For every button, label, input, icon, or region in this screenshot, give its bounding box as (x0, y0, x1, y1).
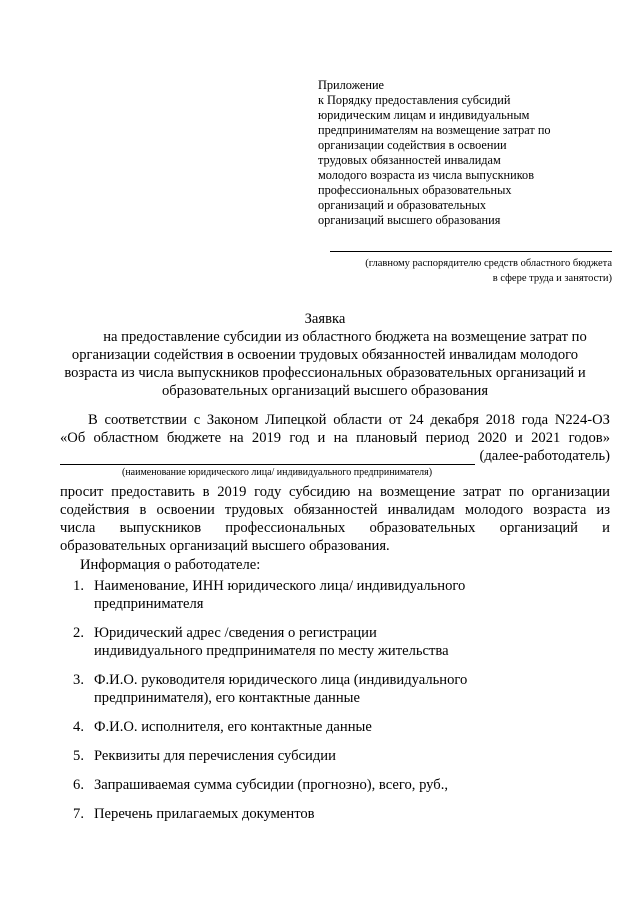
appendix-block (318, 78, 618, 228)
list-item (64, 577, 614, 613)
list-item-number: 4. (73, 719, 84, 735)
list-item-number: 6. (73, 777, 84, 793)
list-item-text: Запрашиваемая сумма субсидии (прогнозно), всего, руб., (94, 777, 449, 793)
appendix-line: молодого возраста из числа выпускников (318, 168, 535, 182)
employer-name-row (60, 447, 610, 465)
employer-name-blank (60, 451, 475, 465)
body-line: В соответствии с Законом Липецкой области от 24 декабря 2018 года N224-ОЗ (88, 412, 610, 428)
list-item (64, 671, 614, 707)
title-line: возраста из числа выпускников профессиональных образовательных организаций и (64, 365, 586, 381)
list-item-text: Ф.И.О. руководителя юридического лица (индивидуального (94, 672, 468, 688)
list-item (64, 805, 614, 823)
appendix-line: предпринимателям на возмещение затрат по (318, 123, 551, 137)
application-body (60, 411, 610, 555)
body-line: «Об областном бюджете на 2019 год и на плановый период 2020 и 2021 годов» (60, 430, 610, 446)
list-item-text: Юридический адрес /сведения о регистрации (94, 625, 377, 641)
appendix-line: организаций высшего образования (318, 213, 501, 227)
info-heading: Информация о работодателе: (80, 557, 261, 573)
appendix-line: трудовых обязанностей инвалидам (318, 153, 501, 167)
title-line: на предоставление субсидии из областного бюджета на возмещение затрат по (103, 329, 587, 345)
list-item-number: 1. (73, 578, 84, 594)
appendix-line: профессиональных образовательных (318, 183, 512, 197)
info-list (64, 577, 614, 834)
list-item (64, 624, 614, 660)
list-item-text: индивидуального предпринимателя по месту жительства (94, 643, 449, 659)
title-line: организации содействия в освоении трудовых обязанностей инвалидам молодого (71, 347, 579, 363)
appendix-line: организаций и образовательных (318, 198, 487, 212)
title-heading: Заявка (304, 311, 346, 327)
appendix-line: юридическим лицам и индивидуальным (318, 108, 530, 122)
list-item-number: 3. (73, 672, 84, 688)
list-item-text: Ф.И.О. исполнителя, его контактные данные (94, 719, 372, 735)
appendix-line: Приложение (318, 78, 384, 92)
recipient-blank-line (330, 251, 612, 252)
list-item-number: 5. (73, 748, 84, 764)
list-item-text: Перечень прилагаемых документов (94, 806, 315, 822)
appendix-line: к Порядку предоставления субсидий (318, 93, 511, 107)
recipient-caption (312, 256, 612, 286)
list-item (64, 718, 614, 736)
list-item-number: 2. (73, 625, 84, 641)
employer-suffix: (далее-работодатель) (479, 448, 610, 464)
list-item-number: 7. (73, 806, 84, 822)
body-line: просит предоставить в 2019 году субсидию на возмещение затрат по организации (60, 484, 610, 500)
list-item (64, 747, 614, 765)
body-line: содействия в освоении трудовых обязанностей инвалидам молодого возраста из (60, 502, 610, 518)
recipient-caption-line: в сфере труда и занятости) (492, 273, 612, 284)
recipient-caption-line: (главному распорядителю средств областного бюджета (365, 258, 612, 269)
body-line: образовательных организаций высшего образования. (60, 538, 390, 554)
body-line: числа выпускников профессиональных образовательных организаций и (60, 520, 610, 536)
list-item-text: Наименование, ИНН юридического лица/ индивидуального (94, 578, 466, 594)
list-item-text: предпринимателя), его контактные данные (94, 690, 360, 706)
employer-caption: (наименование юридического лица/ индивидуального предпринимателя) (122, 467, 433, 478)
list-item-text: Реквизиты для перечисления субсидии (94, 748, 336, 764)
application-title (40, 310, 610, 400)
appendix-line: организации содействия в освоении (318, 138, 507, 152)
title-line: образовательных организаций высшего образования (161, 383, 489, 399)
list-item (64, 776, 614, 794)
list-item-text: предпринимателя (94, 596, 204, 612)
